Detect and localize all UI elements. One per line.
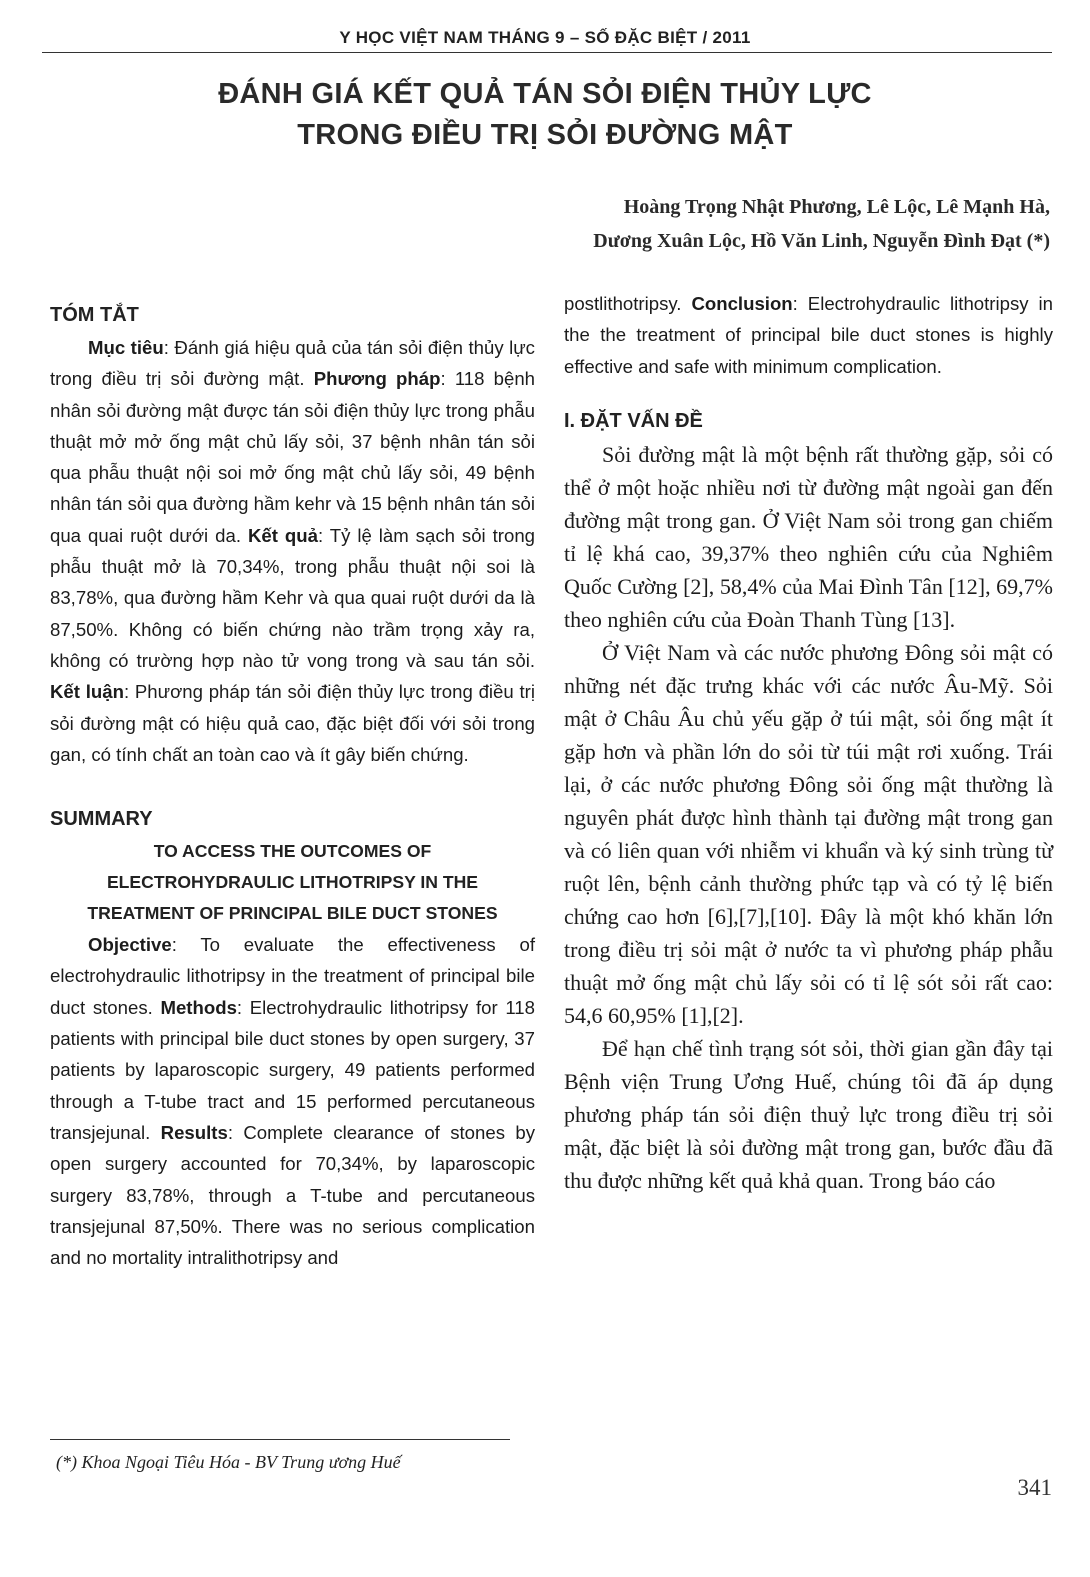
summary-body bbox=[50, 929, 535, 1273]
methods-text: : Electrohydraulic lithotripsy for 118 patients with principal bile duct stones by open surgery, 37 patients by laparoscopic surgery, 49 patients performed through a T-tube tract and 15 performed percutaneous transjejunal. bbox=[50, 996, 535, 1143]
author-line: Dương Xuân Lộc, Hồ Văn Linh, Nguyễn Đình Đạt (*) bbox=[593, 230, 1050, 252]
article-title-line: ĐÁNH GIÁ KẾT QUẢ TÁN SỎI ĐIỆN THỦY LỰC bbox=[218, 78, 872, 110]
page-number: 341 bbox=[1017, 1475, 1052, 1500]
ket-qua-text: : Tỷ lệ làm sạch sỏi trong phẫu thuật mở là 70,34%, trong phẫu thuật nội soi là 83,78%, qua đường hầm Kehr và qua quai ruột dưới da là 87,50%. Không có biến chứng nào trầm trọng xảy ra, không có trường hợp nào tử vong trong và sau tán sỏi. bbox=[50, 524, 536, 671]
ket-luan-label: Kết luận bbox=[50, 681, 124, 703]
section-heading: I. ĐẶT VẤN ĐỀ bbox=[564, 409, 703, 432]
conclusion-label: Conclusion bbox=[691, 293, 793, 314]
ket-qua-label: Kết quả bbox=[247, 524, 318, 546]
summary-title-line: ELECTROHYDRAULIC LITHOTRIPSY IN THE bbox=[106, 872, 479, 893]
ket-luan-text: : Phương pháp tán sỏi điện thủy lực trong điều trị sỏi đường mật có hiệu quả cao, đặc biệt đối với sỏi trong gan, có tính chất an toàn cao và ít gây biến chứng. bbox=[50, 681, 535, 765]
left-column bbox=[50, 298, 535, 1273]
objective-text: : To evaluate the effectiveness of electrohydraulic lithotripsy in the treatment of principal bile duct stones. bbox=[50, 934, 535, 1018]
summary-title-line: TREATMENT OF PRINCIPAL BILE DUCT STONES bbox=[87, 903, 498, 924]
body-paragraph: Ở Việt Nam và các nước phương Đông sỏi mật có những nét đặc trưng khác với các nước Âu-Mỹ. Sỏi mật ở Châu Âu chủ yếu gặp ở túi mật, sỏi ống mật ít gặp hơn và phần lớn do sỏi từ túi mật rơi xuống. Trái lại, ở các nước phương Đông sỏi ống mật thường là nguyên phát được hình thành tại đường mật trong gan và có liên quan với nhiễm vi khuẩn và ký sinh trùng từ ruột lên, bệnh cảnh thường phức tạp và có tỷ lệ biến chứng cao hơn [6],[7],[10]. Đây là một khó khăn lớn trong điều trị sỏi mật ở nước ta vì phương pháp phẫu thuật mở ống mật chủ lấy sỏi có tỉ lệ sót sỏi rất cao: 54,6 60,95% [1],[2]. bbox=[564, 639, 1053, 1028]
phuong-phap-label: Phương pháp bbox=[313, 368, 441, 390]
body-paragraph: Để hạn chế tình trạng sót sỏi, thời gian gần đây tại Bệnh viện Trung Ương Huế, chúng tôi đã áp dụng phương pháp tán sỏi điện thuỷ lực trong điều trị sỏi mật, đặc biệt là sỏi đường mật trong gan, bước đầu đã thu được những kết quả khả quan. Trong báo cáo bbox=[564, 1035, 1053, 1193]
methods-label: Methods bbox=[160, 996, 237, 1018]
tom-tat-body bbox=[50, 332, 535, 770]
header-rule bbox=[42, 52, 1052, 53]
summary-title bbox=[50, 836, 535, 929]
results-label: Results bbox=[160, 1121, 228, 1143]
article-title bbox=[0, 74, 1090, 156]
continuation-text: postlithotripsy. bbox=[564, 293, 682, 314]
muc-tieu-text: : Đánh giá hiệu quả của tán sỏi điện thủy lực trong điều trị sỏi đường mật. bbox=[50, 337, 535, 390]
footnote-rule bbox=[50, 1439, 510, 1440]
author-line: Hoàng Trọng Nhật Phương, Lê Lộc, Lê Mạnh Hà, bbox=[623, 196, 1050, 218]
summary-continuation bbox=[564, 288, 1053, 382]
phuong-phap-text: : 118 bệnh nhân sỏi đường mật được tán sỏi điện thủy lực trong phẫu thuật mở mở ống mật chủ lấy sỏi, 37 bệnh nhân tán sỏi qua phẫu thuật nội soi mở ống mật chủ lấy sỏi, 49 bệnh nhân tán sỏi qua đường hầm kehr và 15 bệnh nhân tán sỏi qua quai ruột dưới da. bbox=[50, 368, 535, 546]
body-paragraph: Sỏi đường mật là một bệnh rất thường gặp, sỏi có thể ở một hoặc nhiều nơi từ đường mật ngoài gan đến đường mật trong gan. Ở Việt Nam sỏi trong gan chiếm tỉ lệ khá cao, 39,37% theo nghiên cứu của Nghiêm Quốc Cường [2], 58,4% của Mai Đình Tân [12], 69,7% theo nghiên cứu của Đoàn Thanh Tùng [13]. bbox=[564, 441, 1053, 632]
conclusion-text: : Electrohydraulic lithotripsy in the the treatment of principal bile duct stones is highly effective and safe with minimum complication. bbox=[564, 293, 1054, 377]
summary-heading: SUMMARY bbox=[50, 808, 153, 831]
footnote: (*) Khoa Ngoại Tiêu Hóa - BV Trung ương Huế bbox=[56, 1452, 401, 1472]
objective-label: Objective bbox=[88, 934, 172, 956]
running-header: Y HỌC VIỆT NAM THÁNG 9 – SỐ ĐẶC BIỆT / 2011 bbox=[339, 28, 751, 47]
author-list bbox=[350, 190, 1050, 258]
right-column bbox=[564, 288, 1053, 1197]
tom-tat-heading: TÓM TẮT bbox=[50, 304, 139, 326]
article-title-line: TRONG ĐIỀU TRỊ SỎI ĐƯỜNG MẬT bbox=[297, 119, 793, 151]
muc-tieu-label: Mục tiêu bbox=[88, 337, 164, 358]
results-text: : Complete clearance of stones by open surgery accounted for 70,34%, by laparoscopic surgery 83,78%, through a T-tube and percutaneous transjejunal 87,50%. There was no serious complication and no mortality intralithotripsy and bbox=[50, 1121, 536, 1269]
summary-title-line: TO ACCESS THE OUTCOMES OF bbox=[153, 841, 432, 862]
